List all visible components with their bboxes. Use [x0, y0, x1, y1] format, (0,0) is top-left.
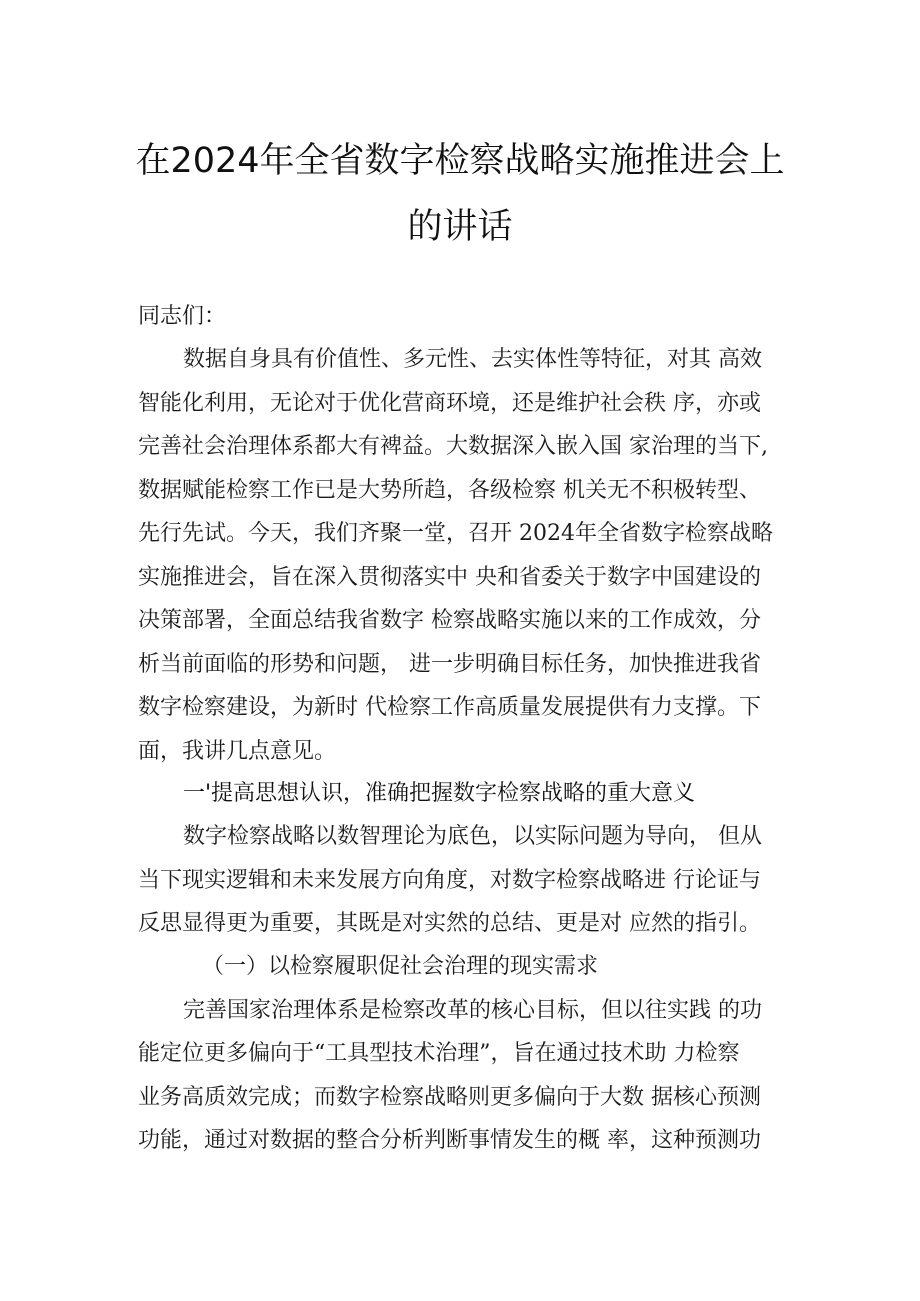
document-title-line-1: 在2024年全省数字检察战略实施推进会上 — [135, 141, 785, 181]
paragraph-1-line: 实施推进会，旨在深入贯彻落实中 央和省委关于数字中国建设的 — [138, 565, 761, 590]
paragraph-1-line: 数据赋能检察工作已是大势所趋，各级检察 机关无不积极转型、 — [138, 478, 761, 503]
subsection-heading-1: （一）以检察履职促社会治理的现实需求 — [202, 954, 599, 979]
paragraph-1-line: 数字检察建设，为新时 代检察工作高质量发展提供有力支撑。下 — [138, 695, 761, 720]
paragraph-1-line: 先行先试。今天，我们齐聚一堂，召开 2024年全省数字检察战略 — [138, 521, 773, 546]
paragraph-1-line: 面，我讲几点意见。 — [138, 739, 337, 764]
paragraph-1-line: 数据自身具有价值性、多元性、去实体性等特征，对其 高效 — [183, 347, 762, 372]
salutation: 同志们： — [138, 304, 227, 329]
paragraph-2-line: 当下现实逻辑和未来发展方向角度，对数字检察战略进 行论证与 — [138, 868, 761, 893]
section-heading-1: 一'提高思想认识，准确把握数字检察战略的重大意义 — [183, 781, 696, 806]
paragraph-3-line: 完善国家治理体系是检察改革的核心目标，但以往实践 的功 — [183, 998, 762, 1023]
paragraph-3-line: 能定位更多偏向于“工具型技术治理”，旨在通过技术助 力检察 — [138, 1041, 740, 1066]
document-title-line-2: 的讲话 — [407, 207, 513, 247]
paragraph-1-line: 决策部署，全面总结我省数字 检察战略实施以来的工作成效，分 — [138, 608, 761, 633]
paragraph-2-line: 数字检察战略以数智理论为底色，以实际问题为导向， 但从 — [183, 824, 762, 849]
paragraph-1-line: 完善社会治理体系都大有裨益。大数据深入嵌入国 家治理的当下, — [138, 434, 768, 459]
paragraph-1-line: 析当前面临的形势和问题， 进一步明确目标任务，加快推进我省 — [138, 652, 761, 677]
paragraph-2-line: 反思显得更为重要，其既是对实然的总结、更是对 应然的指引。 — [138, 911, 761, 936]
paragraph-1-line: 智能化利用，无论对于优化营商环境，还是维护社会秩 序，亦或 — [138, 391, 761, 416]
paragraph-3-line: 功能，通过对数据的整合分析判断事情发生的概 率，这种预测功 — [138, 1128, 761, 1153]
paragraph-3-line: 业务高质效完成；而数字检察战略则更多偏向于大数 据核心预测 — [138, 1085, 761, 1110]
